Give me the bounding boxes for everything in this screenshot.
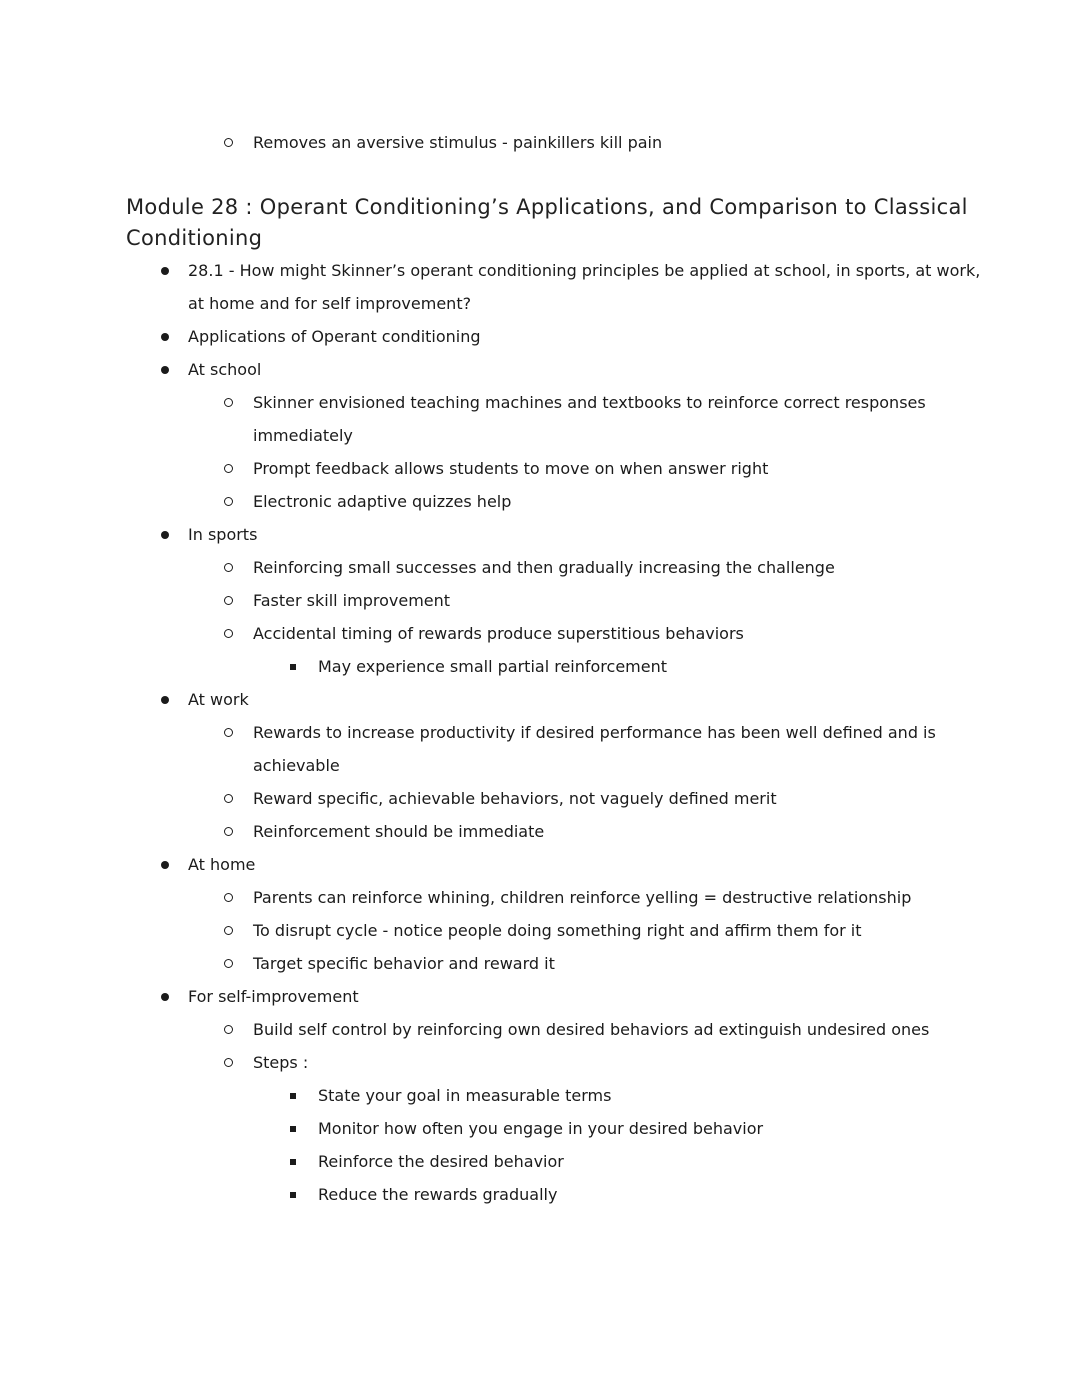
outline-item-line: immediately — [253, 426, 353, 445]
outline-item-text — [253, 617, 1080, 650]
hollow-circle-bullet-icon — [224, 1025, 233, 1034]
outline-item-line: 28.1 - How might Skinner’s operant conditioning principles be applied at school, in sports, at work, — [188, 261, 981, 280]
outline-item-text — [318, 1079, 1080, 1112]
outline-item — [0, 353, 1080, 386]
outline-item-line: State your goal in measurable terms — [318, 1086, 612, 1105]
hollow-circle-bullet-icon — [224, 497, 233, 506]
outline-item-line: In sports — [188, 525, 258, 544]
outline-item-line: Accidental timing of rewards produce superstitious behaviors — [253, 624, 744, 643]
filled-circle-bullet-icon — [161, 531, 169, 539]
outline-item-text — [253, 881, 1080, 914]
outline-item-text — [188, 320, 1080, 353]
outline-item-line: Parents can reinforce whining, children reinforce yelling = destructive relationship — [253, 888, 912, 907]
outline-item-text — [253, 386, 1080, 452]
outline-item — [0, 980, 1080, 1013]
outline-item — [0, 452, 1080, 485]
intro-list — [0, 126, 1080, 159]
outline-item — [0, 716, 1080, 782]
hollow-circle-bullet-icon — [224, 629, 233, 638]
outline-item-line: For self-improvement — [188, 987, 359, 1006]
outline-item-line: achievable — [253, 756, 340, 775]
hollow-circle-bullet-icon — [224, 1058, 233, 1067]
outline-item-line: Reinforcement should be immediate — [253, 822, 545, 841]
outline-item-text — [253, 551, 1080, 584]
outline-item-line: Rewards to increase productivity if desired performance has been well defined and is — [253, 723, 936, 742]
outline-item — [0, 126, 1080, 159]
outline-item-text — [253, 452, 1080, 485]
outline-item-line: Removes an aversive stimulus - painkillers kill pain — [253, 133, 663, 152]
outline-item-text — [318, 1112, 1080, 1145]
outline-item-line: Target specific behavior and reward it — [253, 954, 555, 973]
filled-circle-bullet-icon — [161, 696, 169, 704]
outline-item — [0, 485, 1080, 518]
outline-item-text — [188, 353, 1080, 386]
hollow-circle-bullet-icon — [224, 596, 233, 605]
square-bullet-icon — [290, 1126, 296, 1132]
outline-item-text — [318, 650, 1080, 683]
hollow-circle-bullet-icon — [224, 728, 233, 737]
hollow-circle-bullet-icon — [224, 464, 233, 473]
hollow-circle-bullet-icon — [224, 893, 233, 902]
filled-circle-bullet-icon — [161, 333, 169, 341]
hollow-circle-bullet-icon — [224, 563, 233, 572]
outline-item-line: at home and for self improvement? — [188, 294, 472, 313]
outline-item — [0, 683, 1080, 716]
outline-item — [0, 782, 1080, 815]
outline-item-text — [253, 716, 1080, 782]
outline-item — [0, 881, 1080, 914]
outline-item-line: At work — [188, 690, 249, 709]
outline-item — [0, 848, 1080, 881]
module-heading — [126, 192, 970, 254]
filled-circle-bullet-icon — [161, 993, 169, 1001]
outline-item-line: At school — [188, 360, 262, 379]
outline-item-text — [253, 1013, 1080, 1046]
outline-item-text — [253, 485, 1080, 518]
square-bullet-icon — [290, 664, 296, 670]
outline-item — [0, 650, 1080, 683]
outline-item-line: Skinner envisioned teaching machines and textbooks to reinforce correct responses — [253, 393, 926, 412]
filled-circle-bullet-icon — [161, 267, 169, 275]
outline-item — [0, 1145, 1080, 1178]
outline-item — [0, 1013, 1080, 1046]
hollow-circle-bullet-icon — [224, 794, 233, 803]
hollow-circle-bullet-icon — [224, 926, 233, 935]
outline-item-text — [318, 1178, 1080, 1211]
outline-item — [0, 584, 1080, 617]
square-bullet-icon — [290, 1159, 296, 1165]
outline-item-line: May experience small partial reinforcement — [318, 657, 668, 676]
outline-item-line: Build self control by reinforcing own desired behaviors ad extinguish undesired ones — [253, 1020, 930, 1039]
outline-item-line: Steps : — [253, 1053, 309, 1072]
outline-item-line: Reinforcing small successes and then gradually increasing the challenge — [253, 558, 835, 577]
outline-item-text — [318, 1145, 1080, 1178]
outline-item-text — [188, 980, 1080, 1013]
outline-item — [0, 1178, 1080, 1211]
outline-item-line: Faster skill improvement — [253, 591, 451, 610]
outline-item — [0, 1112, 1080, 1145]
outline-item-line: Reinforce the desired behavior — [318, 1152, 564, 1171]
outline-item-text — [188, 518, 1080, 551]
outline-item-line: Electronic adaptive quizzes help — [253, 492, 512, 511]
filled-circle-bullet-icon — [161, 861, 169, 869]
hollow-circle-bullet-icon — [224, 959, 233, 968]
outline-item — [0, 815, 1080, 848]
module-heading-line: Conditioning — [126, 226, 263, 250]
outline-item — [0, 617, 1080, 650]
outline-item — [0, 1079, 1080, 1112]
outline-item-line: Reduce the rewards gradually — [318, 1185, 558, 1204]
outline-item — [0, 254, 1080, 320]
hollow-circle-bullet-icon — [224, 398, 233, 407]
hollow-circle-bullet-icon — [224, 827, 233, 836]
outline-item — [0, 551, 1080, 584]
filled-circle-bullet-icon — [161, 366, 169, 374]
outline-item — [0, 518, 1080, 551]
outline-item-text — [253, 1046, 1080, 1079]
outline-item — [0, 947, 1080, 980]
outline-item-line: Prompt feedback allows students to move on when answer right — [253, 459, 769, 478]
outline-item-text — [188, 848, 1080, 881]
hollow-circle-bullet-icon — [224, 138, 233, 147]
outline-item — [0, 914, 1080, 947]
outline-item-text — [253, 126, 1080, 159]
outline-item-text — [253, 947, 1080, 980]
outline-item-line: To disrupt cycle - notice people doing something right and affirm them for it — [253, 921, 862, 940]
outline-item — [0, 320, 1080, 353]
outline-item-text — [253, 584, 1080, 617]
outline-item — [0, 1046, 1080, 1079]
outline-item-line: Monitor how often you engage in your desired behavior — [318, 1119, 764, 1138]
outline-item-line: Applications of Operant conditioning — [188, 327, 481, 346]
outline-item-text — [253, 782, 1080, 815]
outline-item-text — [253, 914, 1080, 947]
square-bullet-icon — [290, 1093, 296, 1099]
outline-list — [0, 254, 1080, 1211]
outline-item — [0, 386, 1080, 452]
outline-item-text — [188, 683, 1080, 716]
square-bullet-icon — [290, 1192, 296, 1198]
outline-item-text — [253, 815, 1080, 848]
outline-item-line: At home — [188, 855, 256, 874]
outline-item-text — [188, 254, 1080, 320]
module-heading-line: Module 28 : Operant Conditioning’s Applications, and Comparison to Classical — [126, 195, 968, 219]
outline-item-line: Reward specific, achievable behaviors, not vaguely defined merit — [253, 789, 777, 808]
